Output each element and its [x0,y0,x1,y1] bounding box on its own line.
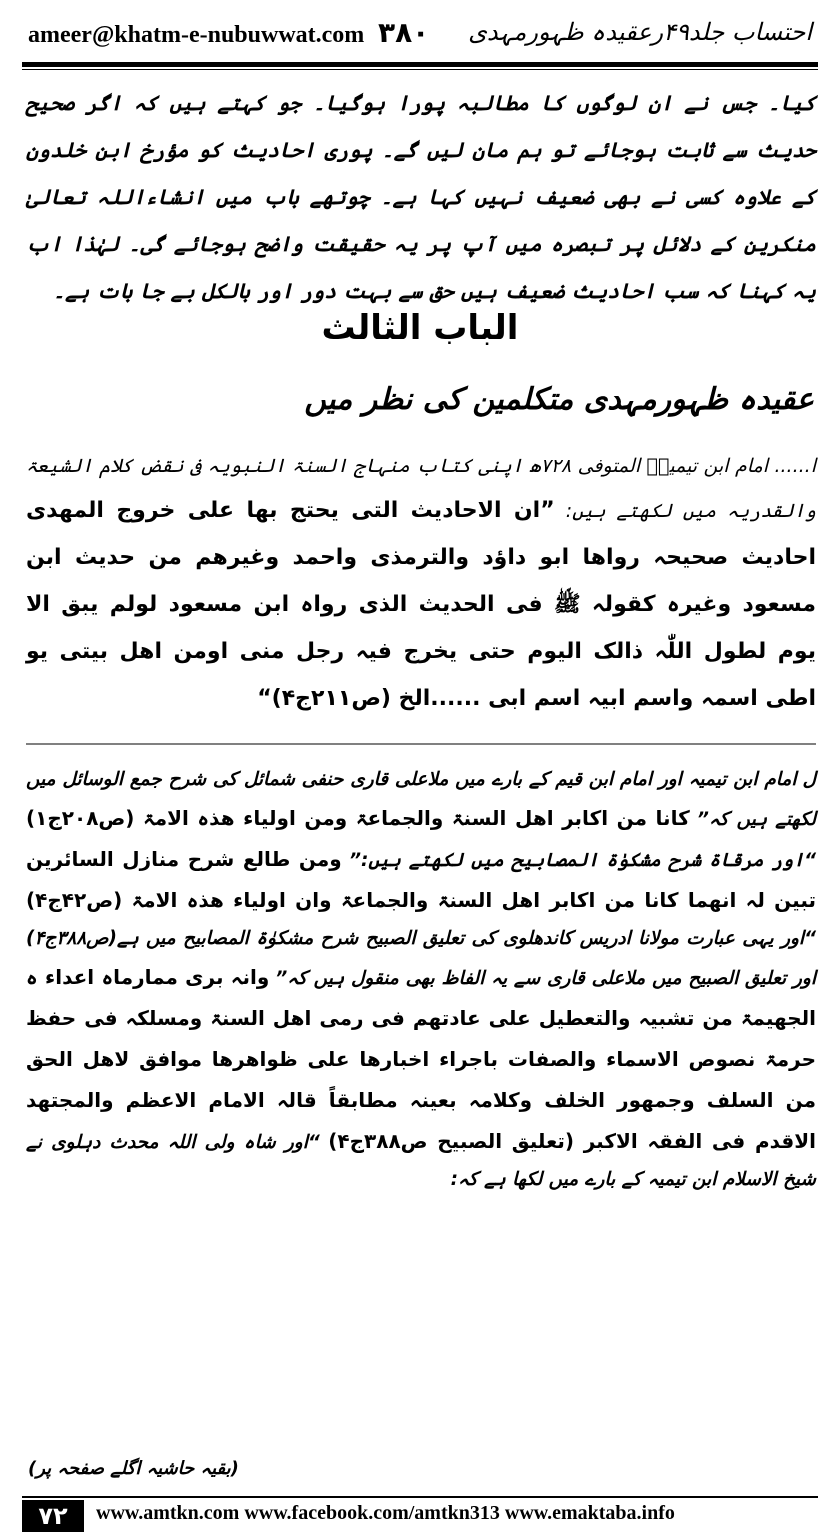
footnote-text-2: “اور مرقاۃ شرح مشکوٰۃ المصابیح میں لکھتے ہیں:” [349,850,816,871]
running-title: احتساب جلد۴۹رعقیدہ ظہورمہدی [468,18,812,46]
footer-links[interactable]: www.amtkn.com www.facebook.com/amtkn313 www.emaktaba.info [96,1502,675,1524]
page-number: ۳۸۰ [378,16,430,49]
footnote-arabic-1: کانا من اکابر اھل السنۃ والجماعۃ ومن اولیاء ھذہ الامۃ (ص۲۰۸ج۱) [26,806,690,830]
header-rule-thin [22,69,818,70]
footnote-text-3: “اور یہی عبارت مولانا ادریس کاندھلوی کی تعلیق الصبیح شرح مشکوٰۃ المصابیح میں ہے(ص۳۸۸ج۴) اور تعلیق الصبیح میں ملاعلی قاری سے یہ الفاظ بھی منقول ہیں کہ” [26,928,816,989]
section-heading: عقیدہ ظہورمہدی متکلمین کی نظر میں [304,382,814,417]
footnote-arabic-2: ومن طالع شرح منازل السائرین تبین لہ انھما کانا من اکابر اھل السنۃ والجماعۃ وان اولیاء ھذہ الامۃ (ص۴۲ج۴) [26,847,816,912]
page-header [28,14,812,60]
header-rule-thick [22,62,818,67]
main-body [26,444,816,722]
footnote-separator [26,742,816,746]
chapter-heading: الباب الثالث [321,308,519,348]
footnote-marker: ل [802,769,816,790]
footer-folio: ۷۲ [22,1500,84,1532]
main-lead-text: ا...... امام ابن تیمیہؒ المتوفی ۷۲۸ھ اپنی کتاب منہاج السنۃ النبویہ فی نقض کلام الشیعۃ والقدریہ میں لکھتے ہیں: [26,455,817,522]
intro-paragraph: کیا۔ جس نے ان لوگوں کا مطالبہ پورا ہوگیا۔ جو کہتے ہیں کہ اگر صحیح حدیث سے ثابت ہوجائے تو ہم مان لیں گے۔ پوری احادیث کو مؤرخ ابن خلدون کے علاوہ کسی نے بھی ضعیف نہیں کہا ہے۔ چوتھے باب میں انشاءاللہ تعالیٰ منکرین کے دلائل پر تبصرہ میں آپ پر یہ حقیقت واضح ہوجائے گی۔ لہٰذا اب یہ کہنا کہ سب احادیث ضعیف ہیں حق سے بہت دور اور بالکل بے جا بات ہے۔ [26,91,816,303]
footnote-arabic-3: وانہ بری ممارماہ اعداء ہ الجھیمۃ من تشبیہ والتعطیل علی عادتھم فی رمی اھل السنۃ ومسلکہ فی حفظ حرمۃ نصوص الاسماء والصفات باجراء اخبارھا علی ظواھرھا موافق لاھل الحق من السلف وجمھور الخلف وکلامہ بعینہ مطابقاً قالہ الامام الاعظم والمجتھد الاقدم فی الفقہ الاکبر (تعلیق الصبیح ص۳۸۸ج۴) [26,965,816,1153]
footnote [26,762,816,1198]
footnote-continued: (بقیہ حاشیہ اگلے صفحہ پر) [28,1458,239,1479]
footer-rule [22,1496,818,1498]
header-email[interactable]: ameer@khatm-e-nubuwwat.com [28,22,365,48]
footnote-text-1: امام ابن تیمیہ اور امام ابن قیم کے بارے میں ملاعلی قاری حنفی شمائل کی شرح جمع الوسائل میں لکھتے ہیں کہ” [26,769,816,830]
footnote-text-4: “اور شاہ ولی اللہ محدث دہلوی نے شیخ الاسلام ابن تیمیہ کے بارے میں لکھا ہے کہ: [26,1132,816,1190]
main-arabic-quote: ”ان الاحادیث التی یحتج بھا علی خروج المھدی احادیث صحیحہ رواھا ابو داؤد والترمذی واحمد وغیرھم من حدیث ابن مسعود وغیرہ کقولہ ﷺ فی الحدیث الذی رواہ ابن مسعود لولم یبق الا یوم لطول اللّٰہ ذالک الیوم حتی یخرج فیہ رجل منی اومن اھل بیتی یو اطی اسمہ واسم ابیہ اسم ابی ......الخ (ص۲۱۱ج۴)“ [26,498,816,711]
page-footer [22,1496,818,1532]
